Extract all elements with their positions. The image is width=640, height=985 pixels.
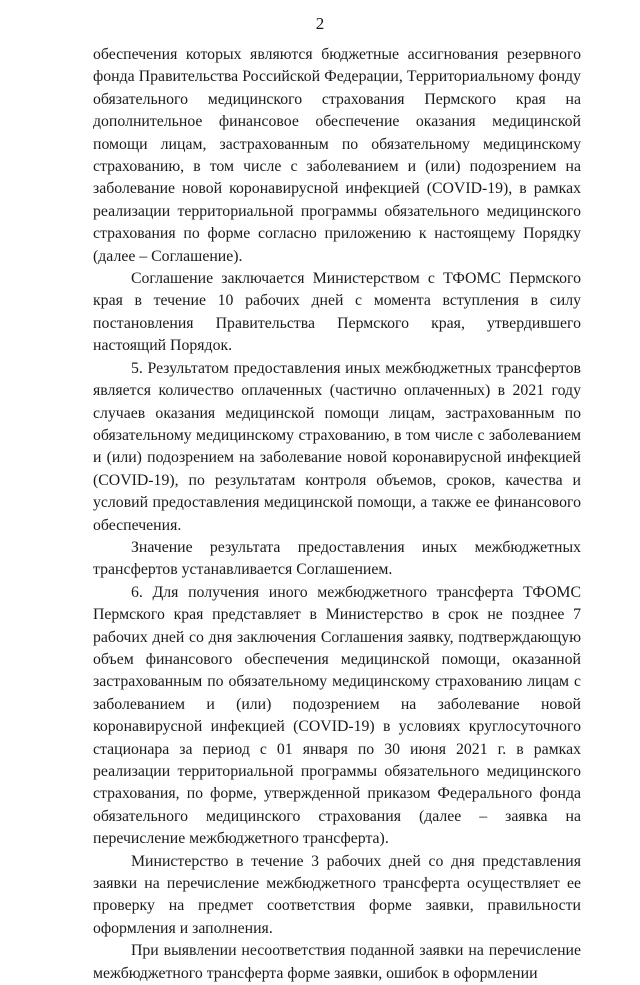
paragraph-item-5: 5. Результатом предоставления иных межбюджетных трансфертов является количество оплаченных (частично оплаченных) в 2021 году случаев оказания медицинской помощи лицам, застрахованным по обязательному медицинскому страхованию, в том числе с заболеванием и (или) подозрением на заболевание новой коронавирусной инфекцией (COVID-19), по результатам контроля объемов, сроков, качества и условий предоставления медицинской помощи, а также ее финансового обеспечения. <box>93 359 581 534</box>
page-number: 2 <box>315 14 325 33</box>
paragraph-item-6: 6. Для получения иного межбюджетного трансферта ТФОМС Пермского края представляет в Министерство в срок не позднее 7 рабочих дней со дня заключения Соглашения заявку, подтверждающую объем финансового обеспечения медицинской помощи, оказанной застрахованным по обязательному медицинскому страхованию лицам с заболеванием и (или) подозрением на заболевание новой коронавирусной инфекцией (COVID-19) в условиях круглосуточного стационара за период с 01 января по 30 июня 2021 г. в рамках реализации территориальной программы обязательного медицинского страхования, по форме, утвержденной приказом Федерального фонда обязательного медицинского страхования (далее – заявка на перечисление межбюджетного трансферта). <box>93 583 581 848</box>
paragraph-result-value: Значение результата предоставления иных межбюджетных трансфертов устанавливается Соглашением. <box>93 538 581 579</box>
paragraph-continuation: обеспечения которых являются бюджетные ассигнования резервного фонда Правительства Российской Федерации, Территориальному фонду обязательного медицинского страхования Пермского края на дополнительное финансовое обеспечение оказания медицинской помощи лицам, застрахованным по обязательному медицинскому страхованию, в том числе с заболеванием и (или) подозрением на заболевание новой коронавирусной инфекцией (COVID-19), в рамках реализации территориальной программы обязательного медицинского страхования по форме согласно приложению к настоящему Порядку (далее – Соглашение). <box>93 46 581 265</box>
paragraph-ministry-check: Министерство в течение 3 рабочих дней со дня представления заявки на перечисление межбюджетного трансферта осуществляет ее проверку на предмет соответствия форме заявки, правильности оформления и заполнения. <box>93 852 581 937</box>
paragraph-inconsistency: При выявлении несоответствия поданной заявки на перечисление межбюджетного трансферта форме заявки, ошибок в оформлении <box>93 942 581 982</box>
document-body <box>93 44 581 985</box>
paragraph-agreement: Соглашение заключается Министерством с ТФОМС Пермского края в течение 10 рабочих дней с момента вступления в силу постановления Правительства Пермского края, утвердившего настоящий Порядок. <box>93 270 581 355</box>
